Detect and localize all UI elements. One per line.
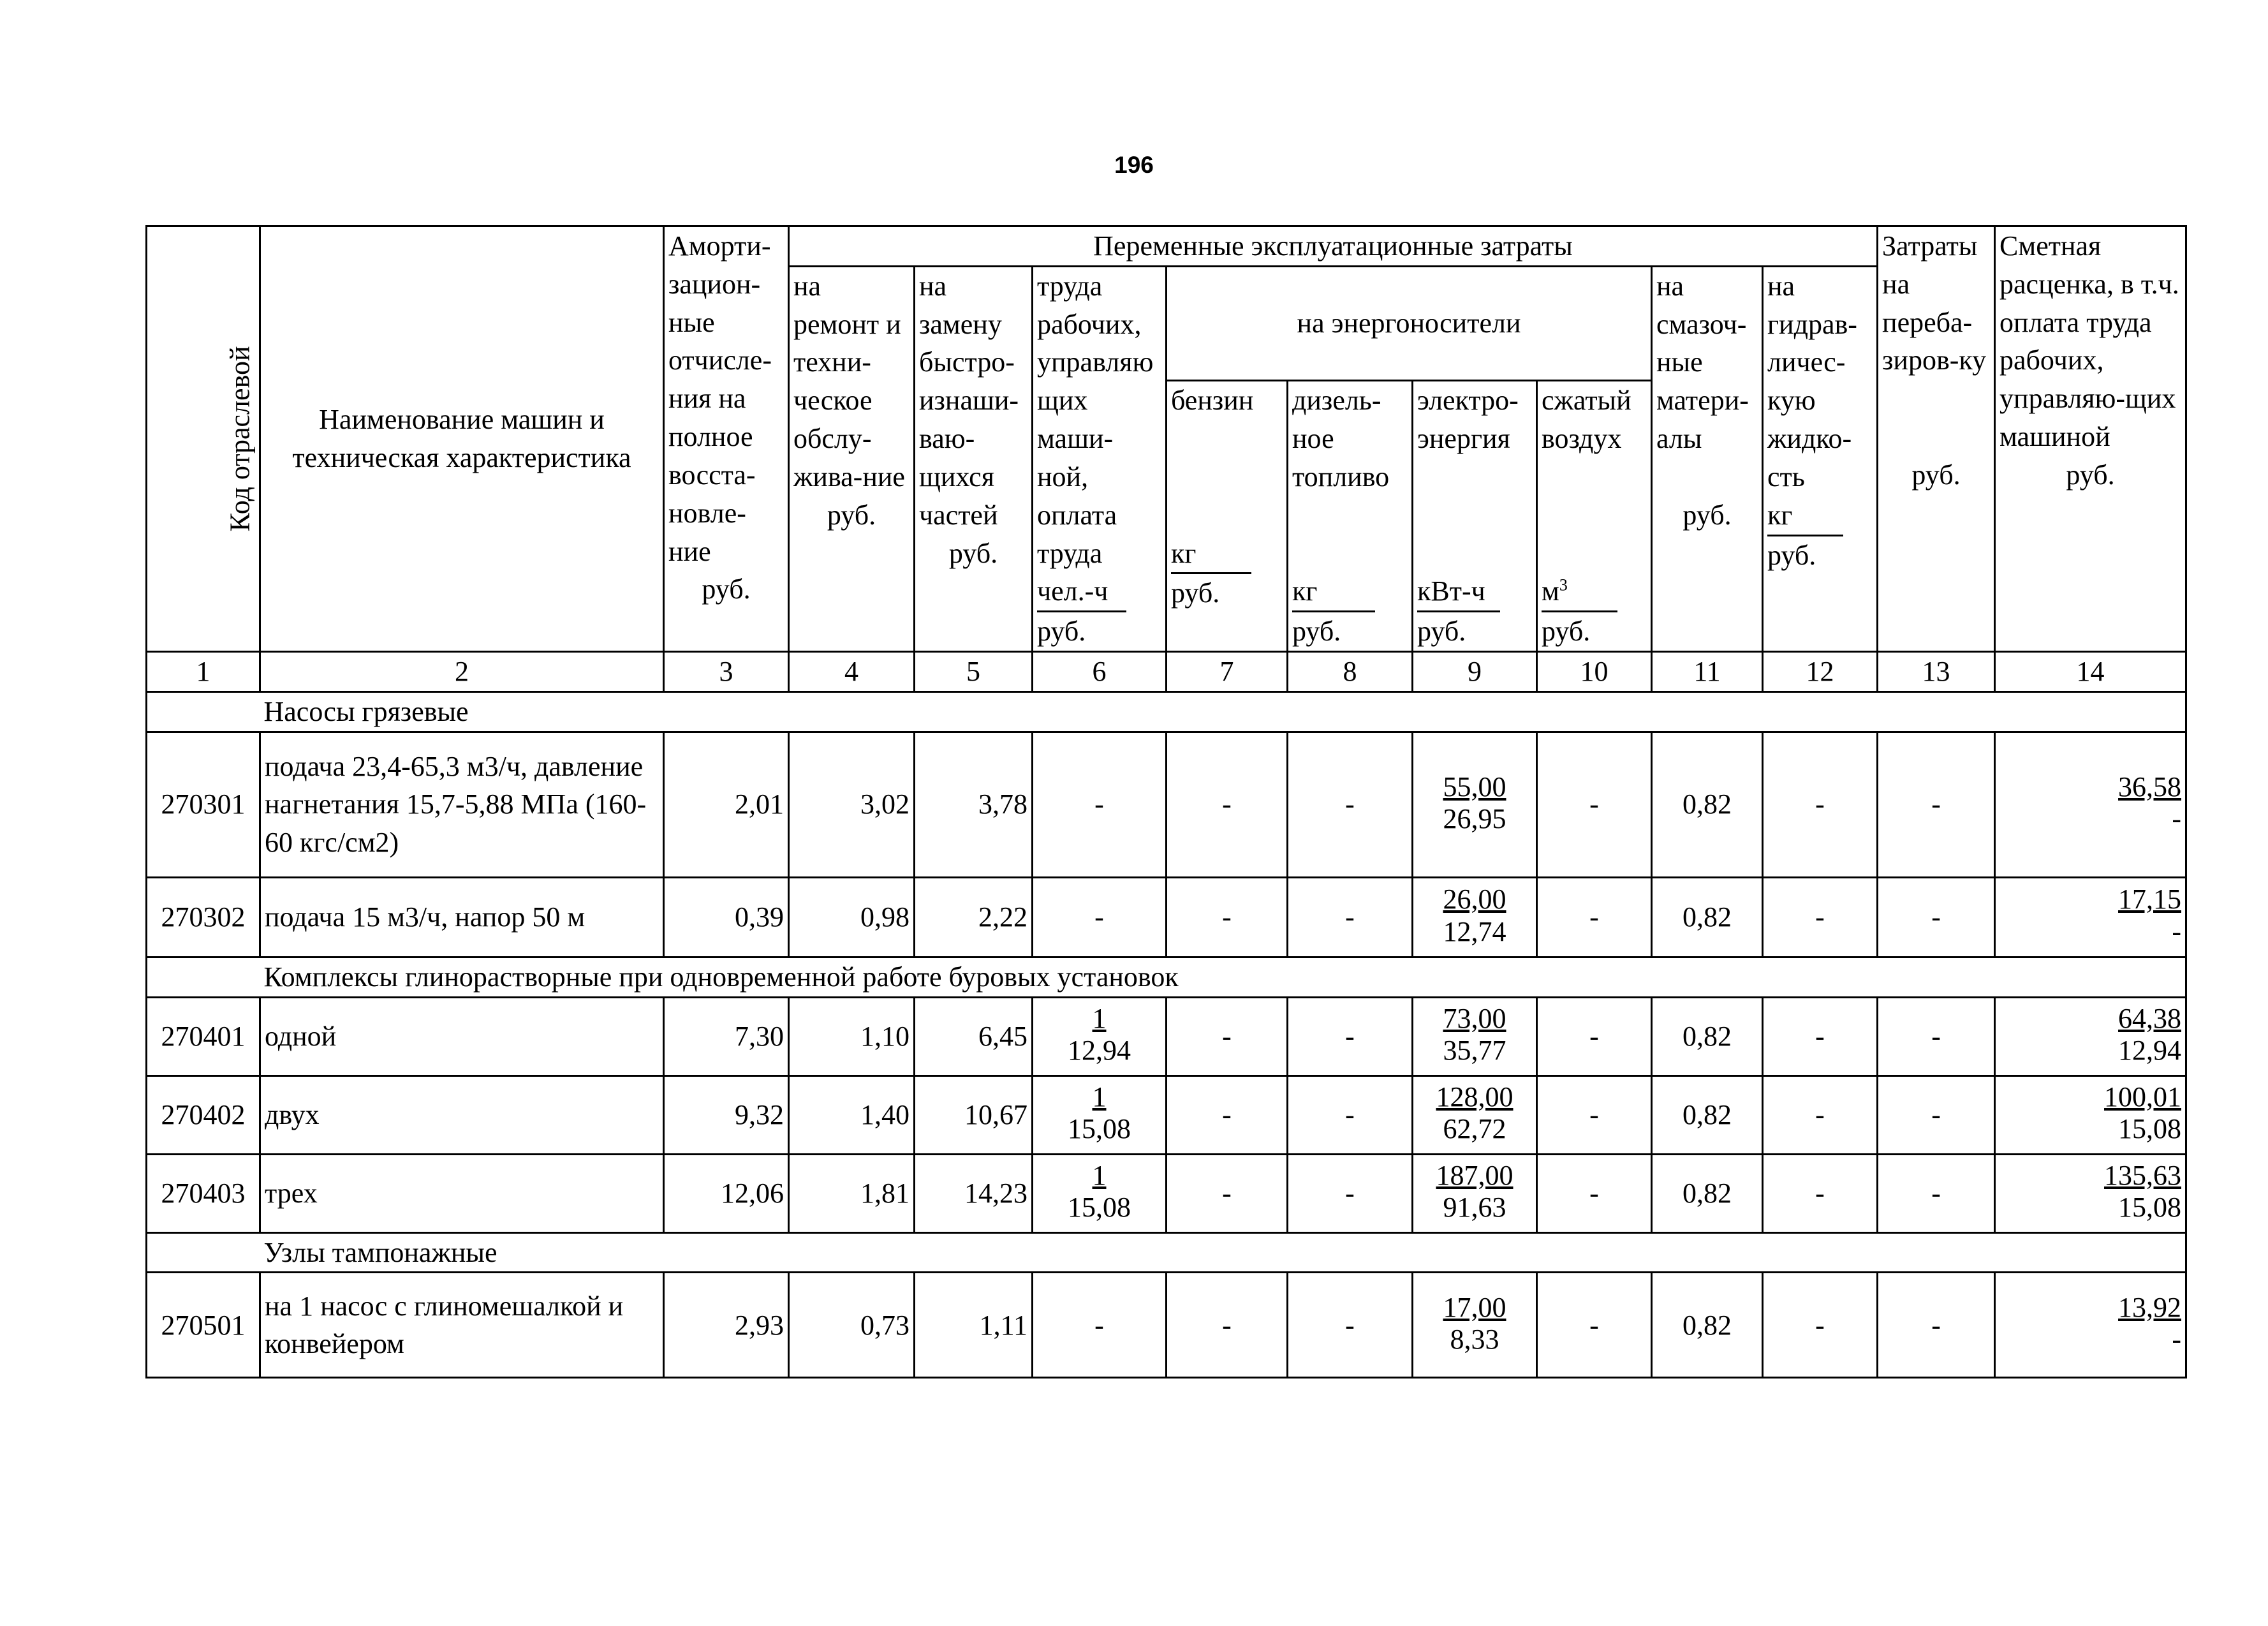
column-number: 3 bbox=[664, 652, 789, 692]
column-number: 12 bbox=[1763, 652, 1878, 692]
row-labor-top: 1 bbox=[1092, 1002, 1107, 1034]
row-parts: 14,23 bbox=[915, 1154, 1033, 1232]
column-number: 1 bbox=[147, 652, 260, 692]
row-estimate bbox=[1995, 877, 2186, 957]
column-number: 14 bbox=[1995, 652, 2186, 692]
row-estimate-top: 13,92 bbox=[2118, 1291, 2182, 1323]
row-compressed-air: - bbox=[1537, 732, 1652, 877]
row-compressed-air: - bbox=[1537, 997, 1652, 1075]
table-row bbox=[147, 1075, 2186, 1154]
column-number: 8 bbox=[1288, 652, 1413, 692]
row-electricity-top: 128,00 bbox=[1436, 1081, 1513, 1112]
row-parts: 10,67 bbox=[915, 1075, 1033, 1154]
row-repair: 1,81 bbox=[789, 1154, 915, 1232]
row-gasoline: - bbox=[1167, 997, 1288, 1075]
column-number: 7 bbox=[1167, 652, 1288, 692]
row-electricity-bottom: 26,95 bbox=[1443, 803, 1506, 835]
row-labor-top: 1 bbox=[1092, 1081, 1107, 1112]
header-variable-costs: Переменные эксплуатационные затраты bbox=[789, 226, 1878, 267]
group-title: Комплексы глинорастворные при одновременной работе буровых установок bbox=[260, 957, 2186, 997]
row-electricity-bottom: 62,72 bbox=[1443, 1113, 1506, 1145]
row-hydraulic: - bbox=[1763, 1154, 1878, 1232]
table-body bbox=[147, 691, 2186, 1377]
row-diesel: - bbox=[1288, 732, 1413, 877]
row-diesel: - bbox=[1288, 997, 1413, 1075]
row-compressed-air: - bbox=[1537, 1075, 1652, 1154]
row-labor: - bbox=[1033, 732, 1167, 877]
row-amortization: 9,32 bbox=[664, 1075, 789, 1154]
header-parts: на замену быстро-изнаши-ваю-щихся частей руб. bbox=[915, 266, 1033, 651]
row-electricity bbox=[1413, 1075, 1537, 1154]
header-code: Код отраслевой bbox=[147, 226, 260, 652]
group-code-cell bbox=[147, 957, 260, 997]
row-estimate-top: 100,01 bbox=[2104, 1081, 2182, 1112]
row-relocation: - bbox=[1878, 997, 1995, 1075]
table-row bbox=[147, 1154, 2186, 1232]
group-title: Насосы грязевые bbox=[260, 691, 2186, 732]
row-labor bbox=[1033, 997, 1167, 1075]
row-estimate bbox=[1995, 732, 2186, 877]
row-labor: - bbox=[1033, 877, 1167, 957]
row-labor-bottom: 12,94 bbox=[1068, 1035, 1131, 1067]
header-labor: труда рабочих, управляю щих маши-ной, оплата труда чел.-ч руб. bbox=[1033, 266, 1167, 651]
column-number: 5 bbox=[915, 652, 1033, 692]
header-energy: на энергоносители bbox=[1167, 266, 1652, 380]
row-lubricant: 0,82 bbox=[1652, 997, 1763, 1075]
row-lubricant: 0,82 bbox=[1652, 877, 1763, 957]
table-row bbox=[147, 877, 2186, 957]
row-name: одной bbox=[260, 997, 664, 1075]
row-code: 270402 bbox=[147, 1075, 260, 1154]
group-code-cell bbox=[147, 691, 260, 732]
row-lubricant: 0,82 bbox=[1652, 732, 1763, 877]
row-estimate bbox=[1995, 1154, 2186, 1232]
row-electricity-bottom: 8,33 bbox=[1450, 1324, 1499, 1356]
row-parts: 1,11 bbox=[915, 1273, 1033, 1378]
row-electricity-bottom: 35,77 bbox=[1443, 1035, 1506, 1067]
row-relocation: - bbox=[1878, 732, 1995, 877]
row-estimate-top: 36,58 bbox=[2118, 771, 2182, 802]
table-row bbox=[147, 732, 2186, 877]
table-row bbox=[147, 997, 2186, 1075]
row-hydraulic: - bbox=[1763, 1273, 1878, 1378]
row-electricity-top: 73,00 bbox=[1443, 1002, 1506, 1034]
row-estimate-top: 64,38 bbox=[2118, 1002, 2182, 1034]
column-number: 6 bbox=[1033, 652, 1167, 692]
row-gasoline: - bbox=[1167, 877, 1288, 957]
row-repair: 1,40 bbox=[789, 1075, 915, 1154]
row-gasoline: - bbox=[1167, 1075, 1288, 1154]
header-relocation: Затраты на переба-зиров-ку руб. bbox=[1878, 226, 1995, 652]
row-amortization: 2,01 bbox=[664, 732, 789, 877]
row-electricity bbox=[1413, 1154, 1537, 1232]
row-code: 270301 bbox=[147, 732, 260, 877]
column-number-row bbox=[147, 652, 2186, 692]
row-code: 270501 bbox=[147, 1273, 260, 1378]
row-electricity-top: 26,00 bbox=[1443, 883, 1506, 915]
row-labor-bottom: 15,08 bbox=[1068, 1113, 1131, 1145]
row-repair: 1,10 bbox=[789, 997, 915, 1075]
row-parts: 3,78 bbox=[915, 732, 1033, 877]
row-labor bbox=[1033, 1154, 1167, 1232]
machine-cost-table bbox=[145, 225, 2187, 1378]
row-electricity bbox=[1413, 732, 1537, 877]
row-electricity bbox=[1413, 1273, 1537, 1378]
row-estimate-top: 135,63 bbox=[2104, 1159, 2182, 1191]
row-amortization: 2,93 bbox=[664, 1273, 789, 1378]
row-estimate bbox=[1995, 997, 2186, 1075]
row-estimate-bottom: 15,08 bbox=[2118, 1192, 2182, 1223]
row-estimate-bottom: - bbox=[2172, 1324, 2182, 1356]
row-electricity-bottom: 91,63 bbox=[1443, 1192, 1506, 1223]
header-name: Наименование машин и техническая характеристика bbox=[260, 226, 664, 652]
row-compressed-air: - bbox=[1537, 877, 1652, 957]
row-name: подача 23,4-65,3 м3/ч, давление нагнетания 15,7-5,88 МПа (160-60 кгс/см2) bbox=[260, 732, 664, 877]
table-header bbox=[147, 226, 2186, 652]
row-hydraulic: - bbox=[1763, 997, 1878, 1075]
row-estimate bbox=[1995, 1273, 2186, 1378]
row-lubricant: 0,82 bbox=[1652, 1075, 1763, 1154]
header-repair: на ремонт и техни-ческое обслу-жива-ние руб. bbox=[789, 266, 915, 651]
row-estimate-bottom: - bbox=[2172, 803, 2182, 835]
row-electricity-top: 187,00 bbox=[1436, 1159, 1513, 1191]
row-estimate-bottom: 12,94 bbox=[2118, 1035, 2182, 1067]
header-amort: Аморти-зацион-ные отчисле-ния на полное восста-новле-ние руб. bbox=[664, 226, 789, 652]
row-relocation: - bbox=[1878, 1273, 1995, 1378]
table-row bbox=[147, 1273, 2186, 1378]
column-number: 2 bbox=[260, 652, 664, 692]
header-estimate: Сметная расценка, в т.ч. оплата труда рабочих, управляю-щих машиной руб. bbox=[1995, 226, 2186, 652]
row-name: на 1 насос с глиномешалкой и конвейером bbox=[260, 1273, 664, 1378]
row-diesel: - bbox=[1288, 1154, 1413, 1232]
row-estimate-bottom: - bbox=[2172, 915, 2182, 947]
header-hydraulic: на гидрав-личес-кую жидко-сть кг руб. bbox=[1763, 266, 1878, 651]
row-gasoline: - bbox=[1167, 732, 1288, 877]
header-compressed-air: сжатый воздух $м^3$ руб. bbox=[1537, 381, 1652, 652]
row-compressed-air: - bbox=[1537, 1154, 1652, 1232]
group-title: Узлы тампонажные bbox=[260, 1232, 2186, 1273]
row-amortization: 12,06 bbox=[664, 1154, 789, 1232]
row-relocation: - bbox=[1878, 877, 1995, 957]
row-diesel: - bbox=[1288, 1075, 1413, 1154]
column-number: 4 bbox=[789, 652, 915, 692]
row-electricity-top: 17,00 bbox=[1443, 1291, 1506, 1323]
row-name: трех bbox=[260, 1154, 664, 1232]
header-diesel: дизель-ное топливо кг руб. bbox=[1288, 381, 1413, 652]
row-hydraulic: - bbox=[1763, 1075, 1878, 1154]
row-diesel: - bbox=[1288, 877, 1413, 957]
column-number: 9 bbox=[1413, 652, 1537, 692]
row-amortization: 0,39 bbox=[664, 877, 789, 957]
row-electricity-top: 55,00 bbox=[1443, 771, 1506, 802]
row-name: подача 15 м3/ч, напор 50 м bbox=[260, 877, 664, 957]
row-gasoline: - bbox=[1167, 1273, 1288, 1378]
row-gasoline: - bbox=[1167, 1154, 1288, 1232]
row-relocation: - bbox=[1878, 1154, 1995, 1232]
row-electricity-bottom: 12,74 bbox=[1443, 915, 1506, 947]
row-compressed-air: - bbox=[1537, 1273, 1652, 1378]
header-electricity: электро-энергия кВт-ч руб. bbox=[1413, 381, 1537, 652]
row-estimate bbox=[1995, 1075, 2186, 1154]
row-name: двух bbox=[260, 1075, 664, 1154]
row-hydraulic: - bbox=[1763, 877, 1878, 957]
row-amortization: 7,30 bbox=[664, 997, 789, 1075]
row-lubricant: 0,82 bbox=[1652, 1154, 1763, 1232]
row-code: 270302 bbox=[147, 877, 260, 957]
header-gasoline: бензин кг руб. bbox=[1167, 381, 1288, 652]
row-code: 270401 bbox=[147, 997, 260, 1075]
row-estimate-top: 17,15 bbox=[2118, 883, 2182, 915]
row-diesel: - bbox=[1288, 1273, 1413, 1378]
row-electricity bbox=[1413, 877, 1537, 957]
header-lubricant: на смазоч-ные матери-алы руб. bbox=[1652, 266, 1763, 651]
row-parts: 6,45 bbox=[915, 997, 1033, 1075]
row-hydraulic: - bbox=[1763, 732, 1878, 877]
row-labor bbox=[1033, 1075, 1167, 1154]
column-number: 10 bbox=[1537, 652, 1652, 692]
column-number: 13 bbox=[1878, 652, 1995, 692]
group-code-cell bbox=[147, 1232, 260, 1273]
row-lubricant: 0,82 bbox=[1652, 1273, 1763, 1378]
row-labor-bottom: 15,08 bbox=[1068, 1192, 1131, 1223]
row-parts: 2,22 bbox=[915, 877, 1033, 957]
column-number: 11 bbox=[1652, 652, 1763, 692]
row-repair: 3,02 bbox=[789, 732, 915, 877]
row-labor-top: 1 bbox=[1092, 1159, 1107, 1191]
row-electricity bbox=[1413, 997, 1537, 1075]
page-number: 196 bbox=[1114, 152, 1154, 178]
row-estimate-bottom: 15,08 bbox=[2118, 1113, 2182, 1145]
row-relocation: - bbox=[1878, 1075, 1995, 1154]
row-code: 270403 bbox=[147, 1154, 260, 1232]
row-repair: 0,73 bbox=[789, 1273, 915, 1378]
row-repair: 0,98 bbox=[789, 877, 915, 957]
row-labor: - bbox=[1033, 1273, 1167, 1378]
